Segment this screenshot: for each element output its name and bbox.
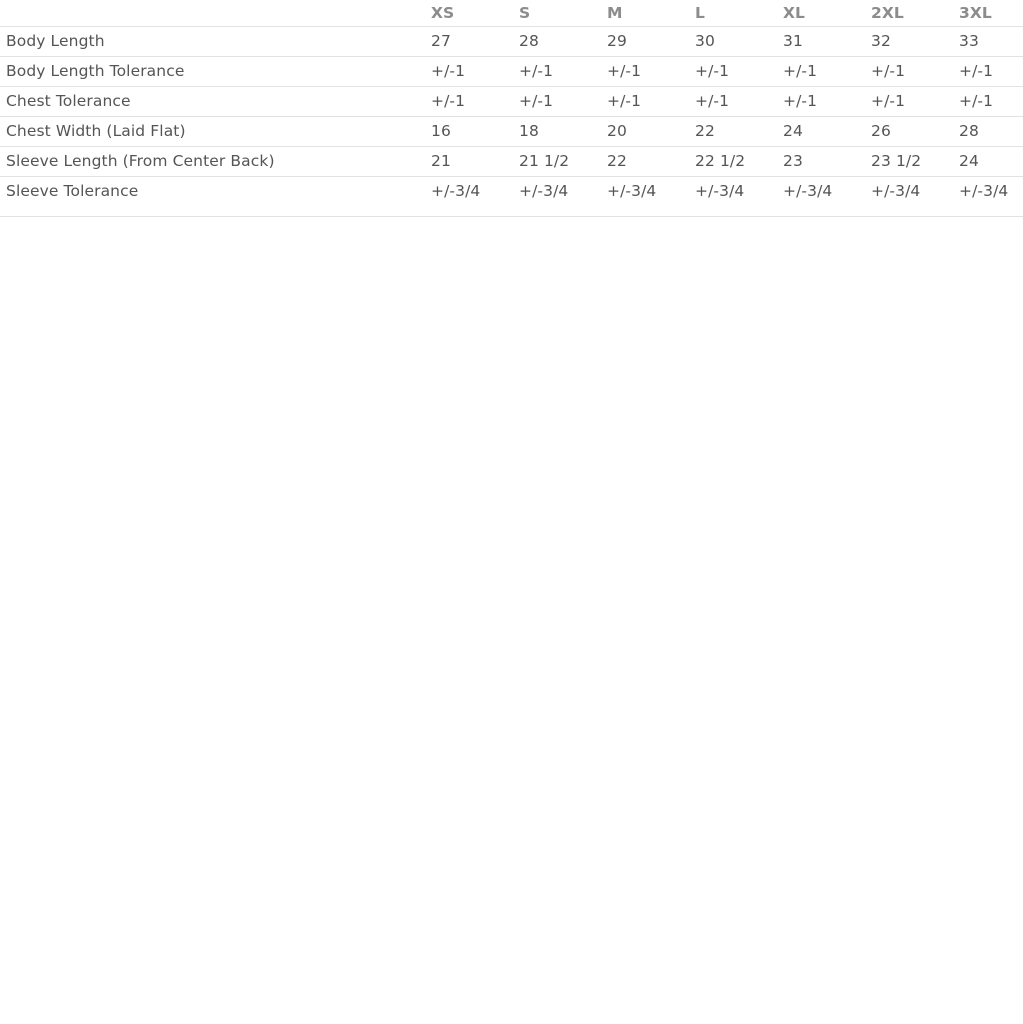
table-cell: 22 1/2 xyxy=(689,146,777,176)
table-cell: +/-1 xyxy=(601,86,689,116)
size-header-xs: XS xyxy=(425,0,513,26)
size-header-xl: XL xyxy=(777,0,865,26)
table-cell: 29 xyxy=(601,26,689,56)
size-chart-header xyxy=(0,0,1023,26)
table-cell: 23 1/2 xyxy=(865,146,953,176)
size-header-s: S xyxy=(513,0,601,26)
table-cell: +/-1 xyxy=(513,56,601,86)
table-cell: 20 xyxy=(601,116,689,146)
table-cell: +/-1 xyxy=(777,86,865,116)
row-label: Sleeve Tolerance xyxy=(0,176,425,216)
size-header-3xl: 3XL xyxy=(953,0,1023,26)
row-label: Body Length xyxy=(0,26,425,56)
table-cell: 28 xyxy=(953,116,1023,146)
table-cell: 33 xyxy=(953,26,1023,56)
table-cell: 26 xyxy=(865,116,953,146)
table-cell: 30 xyxy=(689,26,777,56)
table-cell: 21 xyxy=(425,146,513,176)
table-cell: 24 xyxy=(777,116,865,146)
table-row xyxy=(0,26,1023,56)
table-cell: 21 1/2 xyxy=(513,146,601,176)
table-cell: +/-1 xyxy=(689,86,777,116)
row-label: Chest Width (Laid Flat) xyxy=(0,116,425,146)
table-cell: +/-3/4 xyxy=(601,176,689,216)
table-cell: 18 xyxy=(513,116,601,146)
size-header-l: L xyxy=(689,0,777,26)
header-blank-cell xyxy=(0,0,425,26)
table-cell: 22 xyxy=(601,146,689,176)
table-cell: +/-1 xyxy=(425,56,513,86)
table-cell: +/-1 xyxy=(513,86,601,116)
table-row xyxy=(0,56,1023,86)
table-cell: 24 xyxy=(953,146,1023,176)
table-row xyxy=(0,176,1023,216)
table-cell: +/-1 xyxy=(865,56,953,86)
table-cell: +/-1 xyxy=(689,56,777,86)
table-cell: 22 xyxy=(689,116,777,146)
table-cell: +/-1 xyxy=(865,86,953,116)
size-chart-table xyxy=(0,0,1023,217)
row-label: Chest Tolerance xyxy=(0,86,425,116)
table-cell: 16 xyxy=(425,116,513,146)
table-cell: 27 xyxy=(425,26,513,56)
table-row xyxy=(0,146,1023,176)
table-cell: 28 xyxy=(513,26,601,56)
size-chart-body xyxy=(0,26,1023,216)
table-cell: +/-3/4 xyxy=(689,176,777,216)
table-row xyxy=(0,116,1023,146)
table-cell: +/-3/4 xyxy=(865,176,953,216)
header-row xyxy=(0,0,1023,26)
table-cell: 23 xyxy=(777,146,865,176)
size-header-2xl: 2XL xyxy=(865,0,953,26)
table-cell: +/-1 xyxy=(425,86,513,116)
table-cell: +/-1 xyxy=(777,56,865,86)
table-cell: +/-1 xyxy=(953,56,1023,86)
row-label: Sleeve Length (From Center Back) xyxy=(0,146,425,176)
table-cell: +/-3/4 xyxy=(513,176,601,216)
table-cell: +/-1 xyxy=(953,86,1023,116)
size-header-m: M xyxy=(601,0,689,26)
table-cell: 31 xyxy=(777,26,865,56)
table-cell: +/-1 xyxy=(601,56,689,86)
table-cell: +/-3/4 xyxy=(777,176,865,216)
table-cell: +/-3/4 xyxy=(425,176,513,216)
table-cell: 32 xyxy=(865,26,953,56)
table-row xyxy=(0,86,1023,116)
table-cell: +/-3/4 xyxy=(953,176,1023,216)
row-label: Body Length Tolerance xyxy=(0,56,425,86)
